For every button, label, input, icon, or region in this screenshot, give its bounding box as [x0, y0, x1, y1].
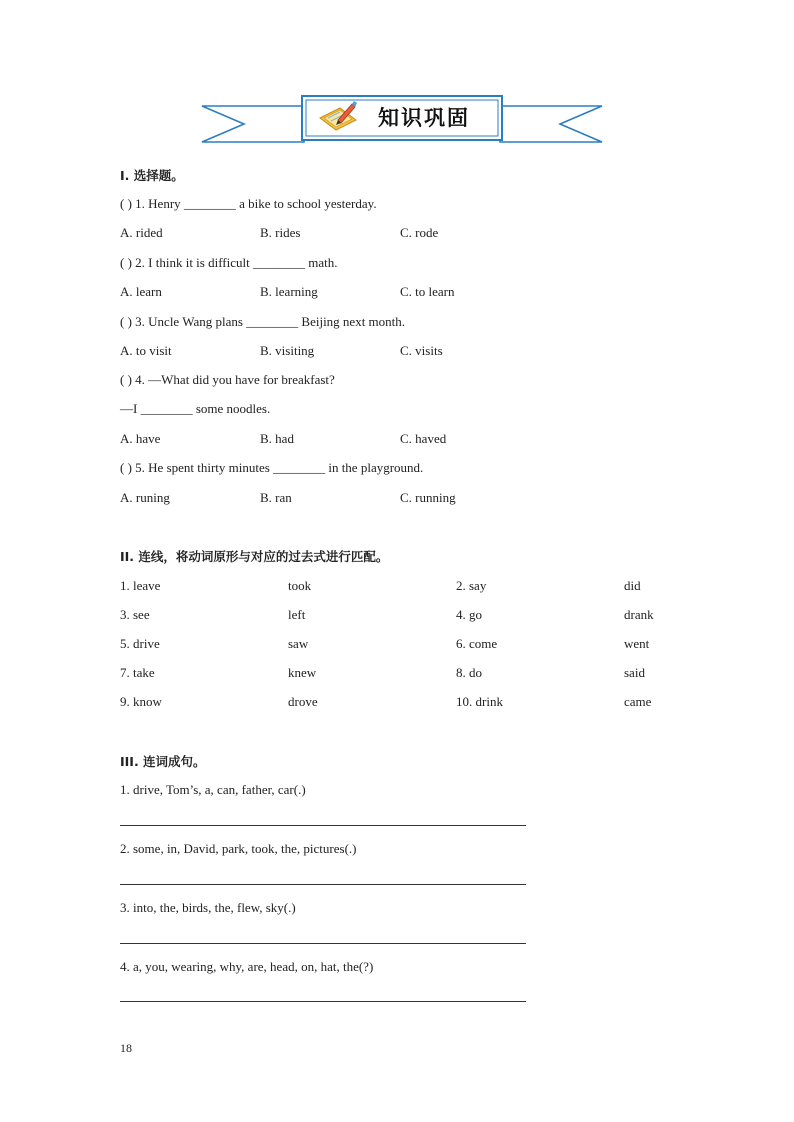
question-1-option-b: B. rides	[260, 225, 301, 240]
sentence-prompt-4: 4. a, you, wearing, why, are, head, on, hat, the(?)	[120, 959, 374, 974]
match-item: 10. drink	[456, 694, 503, 709]
question-3-option-a: A. to visit	[120, 343, 172, 358]
question-1-stem: ( ) 1. Henry ________ a bike to school yesterday.	[120, 196, 377, 211]
match-item: went	[624, 636, 650, 651]
question-5-option-a: A. runing	[120, 490, 170, 505]
section2-heading: II. 连线，将动词原形与对应的过去式进行匹配。	[120, 549, 389, 564]
question-2-option-c: C. to learn	[400, 284, 455, 299]
question-2-stem: ( ) 2. I think it is difficult ________ math.	[120, 255, 338, 270]
match-item: 2. say	[456, 578, 487, 593]
sentence-prompt-3: 3. into, the, birds, the, flew, sky(.)	[120, 900, 296, 915]
question-5-option-b: B. ran	[260, 490, 292, 505]
question-5-option-c: C. running	[400, 490, 456, 505]
question-1-option-c: C. rode	[400, 225, 439, 240]
match-item: 8. do	[456, 665, 482, 680]
sentence-prompt-1: 1. drive, Tom’s, a, can, father, car(.)	[120, 782, 306, 797]
question-3-option-b: B. visiting	[260, 343, 315, 358]
page-number: 18	[120, 1041, 132, 1055]
match-item: 9. know	[120, 694, 162, 709]
answer-line-4[interactable]	[120, 1001, 526, 1002]
question-4-option-b: B. had	[260, 431, 294, 446]
match-item: did	[624, 578, 641, 593]
match-item: took	[288, 578, 312, 593]
section1-heading: I. 选择题。	[120, 168, 184, 183]
question-2-option-a: A. learn	[120, 284, 162, 299]
match-item: left	[288, 607, 306, 622]
answer-line-3[interactable]	[120, 943, 526, 944]
match-item: saw	[288, 636, 309, 651]
banner-title: 知识巩固	[378, 106, 470, 130]
section3-heading: III. 连词成句。	[120, 754, 206, 769]
answer-line-2[interactable]	[120, 884, 526, 885]
question-4-option-c: C. haved	[400, 431, 447, 446]
match-item: 5. drive	[120, 636, 160, 651]
sentence-prompt-2: 2. some, in, David, park, took, the, pictures(.)	[120, 841, 357, 856]
match-item: 6. come	[456, 636, 498, 651]
question-1-option-a: A. rided	[120, 225, 163, 240]
question-3-option-c: C. visits	[400, 343, 443, 358]
match-item: came	[624, 694, 652, 709]
match-item: knew	[288, 665, 317, 680]
match-item: drank	[624, 607, 654, 622]
match-item: 4. go	[456, 607, 482, 622]
pencil-notebook-icon	[318, 100, 360, 134]
question-2-option-b: B. learning	[260, 284, 318, 299]
match-item: 7. take	[120, 665, 155, 680]
match-item: drove	[288, 694, 318, 709]
question-5-stem: ( ) 5. He spent thirty minutes ________ in the playground.	[120, 460, 424, 475]
question-4-stem-answer: —I ________ some noodles.	[120, 401, 271, 416]
question-4-stem: ( ) 4. —What did you have for breakfast?	[120, 372, 335, 387]
question-4-option-a: A. have	[120, 431, 161, 446]
match-item: said	[624, 665, 645, 680]
question-3-stem: ( ) 3. Uncle Wang plans ________ Beijing next month.	[120, 314, 406, 329]
match-item: 3. see	[120, 607, 150, 622]
answer-line-1[interactable]	[120, 825, 526, 826]
match-item: 1. leave	[120, 578, 161, 593]
